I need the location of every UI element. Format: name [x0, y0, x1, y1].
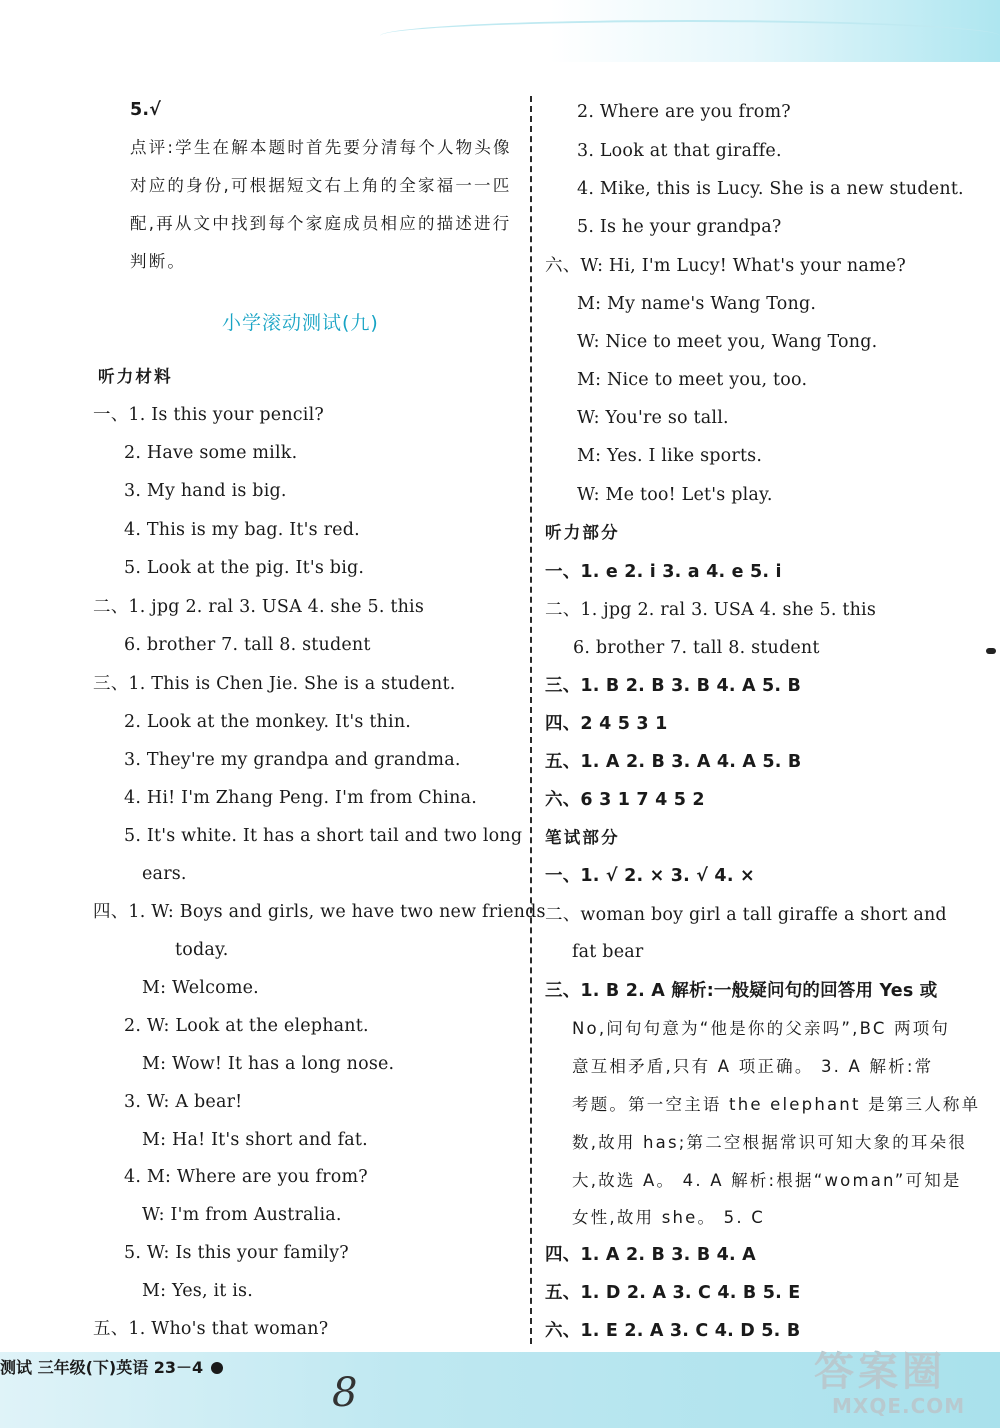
left-text-line: 3. W: A bear!: [124, 1092, 243, 1112]
right-text-line: 六、1. E 2. A 3. C 4. D 5. B: [545, 1321, 801, 1341]
left-text-line: 听力材料: [98, 367, 173, 386]
left-text-line: 四、1. W: Boys and girls, we have two new friends: [93, 902, 546, 922]
right-text-line: 五、1. A 2. B 3. A 4. A 5. B: [545, 752, 802, 772]
left-text-line: 3. They're my grandpa and grandma.: [124, 750, 461, 770]
left-text-line: 3. My hand is big.: [124, 481, 287, 501]
right-text-line: 5. Is he your grandpa?: [577, 217, 782, 237]
right-text-line: 听力部分: [545, 523, 620, 542]
left-text-line: W: I'm from Australia.: [142, 1205, 342, 1225]
right-text-line: 二、1. jpg 2. ral 3. USA 4. she 5. this: [545, 600, 877, 620]
right-text-line: 考题。第一空主语 the elephant 是第三人称单: [572, 1095, 981, 1114]
left-text-line: 对应的身份,可根据短文右上角的全家福一一匹: [130, 176, 512, 195]
footer-dot-icon: [211, 1362, 223, 1374]
right-text-line: M: Yes. I like sports.: [577, 446, 763, 466]
section-title: 小学滚动测试(九): [222, 312, 379, 334]
footer-label: 测试 三年级(下)英语 23－4: [0, 1358, 204, 1377]
right-text-line: 四、1. A 2. B 3. B 4. A: [545, 1245, 756, 1265]
right-text-line: 三、1. B 2. B 3. B 4. A 5. B: [545, 676, 802, 696]
left-text-line: 5. W: Is this your family?: [124, 1243, 349, 1263]
footer-info: [0, 1355, 223, 1378]
right-text-line: M: Nice to meet you, too.: [577, 370, 808, 390]
left-text-line: 4. This is my bag. It's red.: [124, 520, 360, 540]
right-text-line: W: Me too! Let's play.: [577, 485, 773, 505]
right-text-line: W: You're so tall.: [577, 408, 729, 428]
left-text-line: 2. Have some milk.: [124, 443, 298, 463]
right-text-line: No,问句句意为“他是你的父亲吗”,BC 两项句: [572, 1019, 951, 1038]
right-text-line: 2. Where are you from?: [577, 102, 791, 122]
right-text-line: 6. brother 7. tall 8. student: [573, 638, 820, 658]
right-text-line: 四、2 4 5 3 1: [545, 714, 668, 734]
left-text-line: 2. Look at the monkey. It's thin.: [124, 712, 412, 732]
right-text-line: 一、1. e 2. i 3. a 4. e 5. i: [545, 562, 782, 582]
right-text-line: 4. Mike, this is Lucy. She is a new student.: [577, 179, 964, 199]
right-text-line: 六、6 3 1 7 4 5 2: [545, 790, 705, 810]
left-text-line: 4. M: Where are you from?: [124, 1167, 368, 1187]
right-text-line: 六、W: Hi, I'm Lucy! What's your name?: [545, 256, 906, 276]
left-text-line: 五、1. Who's that woman?: [93, 1319, 329, 1339]
right-text-line: 五、1. D 2. A 3. C 4. B 5. E: [545, 1283, 801, 1303]
top-decoration: [0, 0, 1000, 62]
right-text-line: fat bear: [572, 942, 644, 962]
left-text-line: 5. Look at the pig. It's big.: [124, 558, 365, 578]
right-text-line: 3. Look at that giraffe.: [577, 141, 782, 161]
left-text-line: M: Ha! It's short and fat.: [142, 1130, 368, 1150]
left-text-line: 配,再从文中找到每个家庭成员相应的描述进行: [130, 214, 512, 233]
right-text-line: 二、woman boy girl a tall giraffe a short and: [545, 905, 947, 925]
right-text-line: 意互相矛盾,只有 A 项正确。 3. A 解析:常: [572, 1057, 934, 1076]
left-text-line: today.: [175, 940, 229, 960]
right-text-line: 大,故选 A。 4. A 解析:根据“woman”可知是: [572, 1171, 962, 1190]
column-divider: [530, 96, 532, 1344]
left-text-line: M: Wow! It has a long nose.: [142, 1054, 395, 1074]
right-text-line: 女性,故用 she。 5. C: [572, 1208, 765, 1227]
left-text-line: 一、1. Is this your pencil?: [93, 405, 324, 425]
watermark-url: MXQE.COM: [832, 1394, 966, 1418]
left-text-line: 点评:学生在解本题时首先要分清每个人物头像: [130, 138, 512, 157]
right-text-line: 三、1. B 2. A 解析:一般疑问句的回答用 Yes 或: [545, 981, 938, 1001]
left-text-line: ears.: [142, 864, 187, 884]
right-text-line: 笔试部分: [545, 828, 620, 847]
left-text-line: 4. Hi! I'm Zhang Peng. I'm from China.: [124, 788, 477, 808]
margin-mark: [986, 648, 996, 654]
right-text-line: W: Nice to meet you, Wang Tong.: [577, 332, 878, 352]
left-text-line: 6. brother 7. tall 8. student: [124, 635, 371, 655]
left-text-line: 二、1. jpg 2. ral 3. USA 4. she 5. this: [93, 597, 425, 617]
left-text-line: 三、1. This is Chen Jie. She is a student.: [93, 674, 456, 694]
left-text-line: 判断。: [130, 252, 187, 271]
right-text-line: M: My name's Wang Tong.: [577, 294, 817, 314]
left-text-line: M: Yes, it is.: [142, 1281, 254, 1301]
left-text-line: M: Welcome.: [142, 978, 259, 998]
watermark-text: 答案圈: [814, 1349, 946, 1395]
right-text-line: 数,故用 has;第二空根据常识可知大象的耳朵很: [572, 1133, 968, 1152]
left-text-line: 5.√: [130, 100, 162, 120]
right-text-line: 一、1. √ 2. × 3. √ 4. ×: [545, 866, 755, 886]
left-text-line: 2. W: Look at the elephant.: [124, 1016, 369, 1036]
page-number: 8: [332, 1370, 358, 1416]
watermark: [814, 1340, 994, 1420]
left-text-line: 5. It's white. It has a short tail and two long: [124, 826, 523, 846]
